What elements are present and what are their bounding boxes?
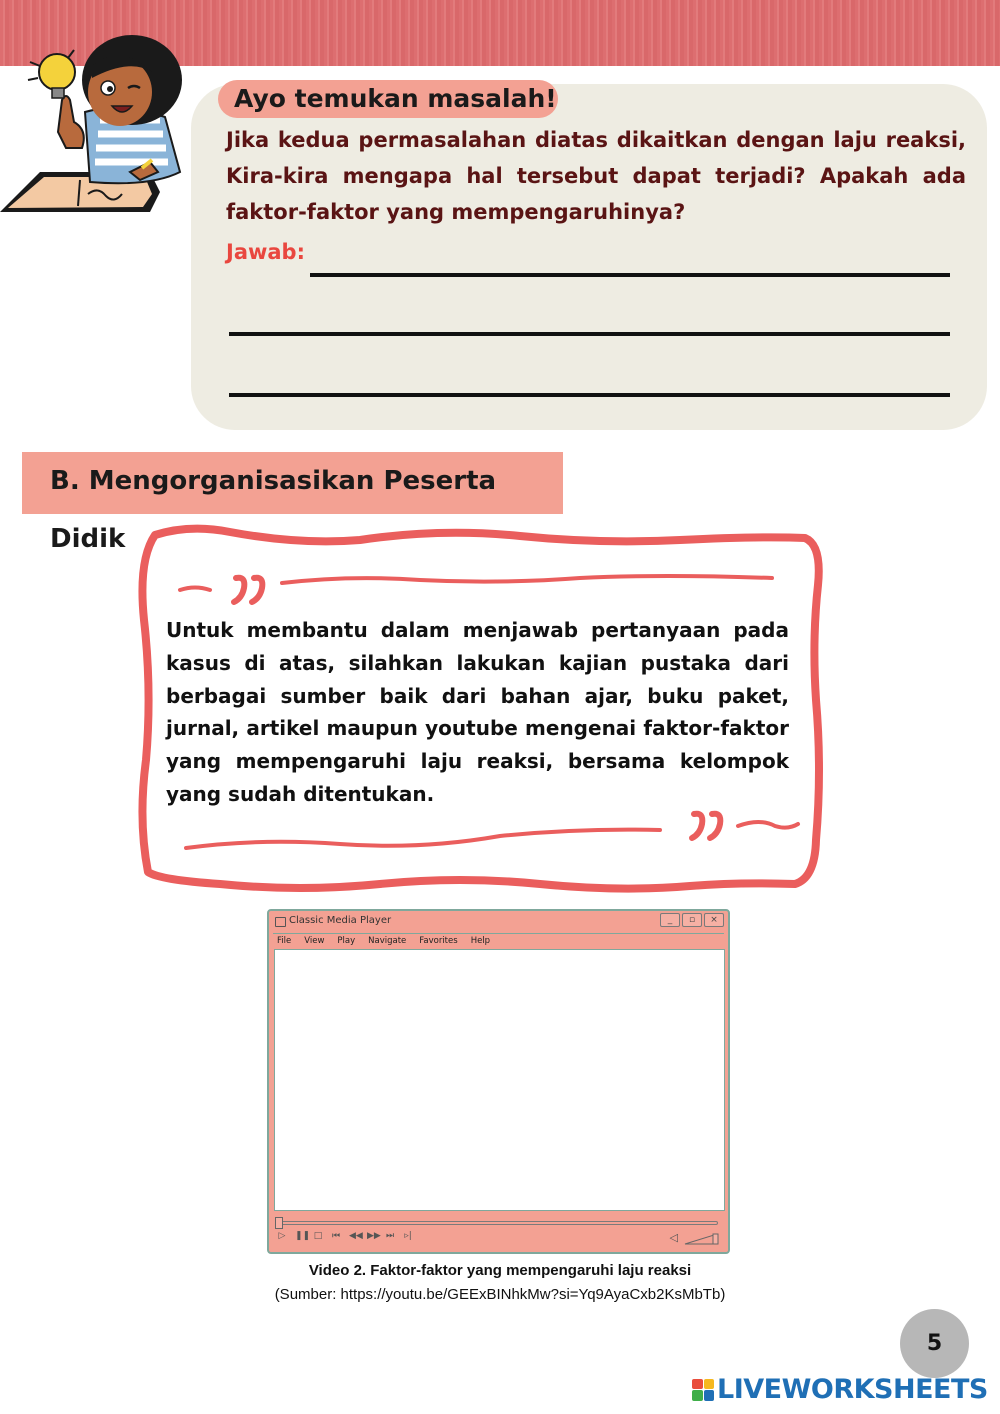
girl-with-lightbulb-illustration xyxy=(0,22,200,222)
stop-icon[interactable]: □ xyxy=(313,1231,323,1241)
video-screen[interactable] xyxy=(274,949,725,1211)
liveworksheets-logo xyxy=(692,1374,988,1405)
fast-forward-icon[interactable]: ▶▶ xyxy=(367,1231,381,1241)
playback-controls xyxy=(277,1231,421,1241)
volume-slider[interactable] xyxy=(684,1233,720,1245)
skip-back-icon[interactable]: ⏮ xyxy=(331,1231,341,1241)
window-controls xyxy=(658,913,724,927)
skip-forward-icon[interactable]: ⏭ xyxy=(385,1231,395,1241)
speaker-icon[interactable]: ◁ xyxy=(669,1231,678,1244)
menu-play[interactable]: Play xyxy=(337,936,356,946)
answer-line-2[interactable] xyxy=(229,332,950,336)
menu-favorites[interactable]: Favorites xyxy=(419,936,458,946)
liveworksheets-wordmark: LIVEWORKSHEETS xyxy=(717,1374,988,1405)
instruction-text: Untuk membantu dalam menjawab pertanyaan pada kasus di atas, silahkan lakukan kajian pustaka dari berbagai sumber baik dari bahan ajar, buku paket, jurnal, artikel maupun youtube mengenai faktor-faktor yang mempengaruhi laju reaksi, bersama kelompok yang sudah ditentukan. xyxy=(166,618,789,806)
menu-file[interactable]: File xyxy=(277,936,292,946)
answer-label: Jawab: xyxy=(226,240,305,264)
minimize-icon[interactable]: _ xyxy=(660,913,680,927)
seek-handle[interactable] xyxy=(275,1217,283,1229)
video-caption-title: Video 2. Faktor-faktor yang mempengaruhi laju reaksi xyxy=(308,1262,692,1279)
pause-icon[interactable]: ❚❚ xyxy=(295,1231,311,1241)
section-heading: B. Mengorganisasikan Peserta Didik xyxy=(22,452,563,514)
problem-question: Jika kedua permasalahan diatas dikaitkan dengan laju reaksi, Kira-kira mengapa hal tersebut dapat terjadi? Apakah ada faktor-faktor yang mempengaruhinya? xyxy=(226,128,966,224)
menu-help[interactable]: Help xyxy=(470,936,491,946)
media-player xyxy=(267,909,730,1254)
player-menubar xyxy=(273,933,724,948)
liveworksheets-mark-icon xyxy=(692,1379,714,1401)
answer-line-1[interactable] xyxy=(310,273,950,277)
player-title: Classic Media Player xyxy=(289,915,392,926)
menu-navigate[interactable]: Navigate xyxy=(368,936,407,946)
seek-bar[interactable] xyxy=(277,1221,718,1225)
rewind-icon[interactable]: ◀◀ xyxy=(349,1231,363,1241)
problem-title: Ayo temukan masalah! xyxy=(218,80,558,118)
video-caption-source: (Sumber: https://youtu.be/GEExBINhkMw?si=Yq9AyaCxb2KsMbTb) xyxy=(274,1286,726,1303)
menu-view[interactable]: View xyxy=(304,936,325,946)
maximize-icon[interactable]: ▫ xyxy=(682,913,702,927)
app-icon xyxy=(275,917,286,927)
answer-line-3[interactable] xyxy=(229,393,950,397)
page-number: 5 xyxy=(900,1309,969,1378)
play-icon[interactable]: ▷ xyxy=(278,1231,286,1241)
close-icon[interactable]: × xyxy=(704,913,724,927)
frame-step-icon[interactable]: ▹| xyxy=(404,1231,412,1241)
